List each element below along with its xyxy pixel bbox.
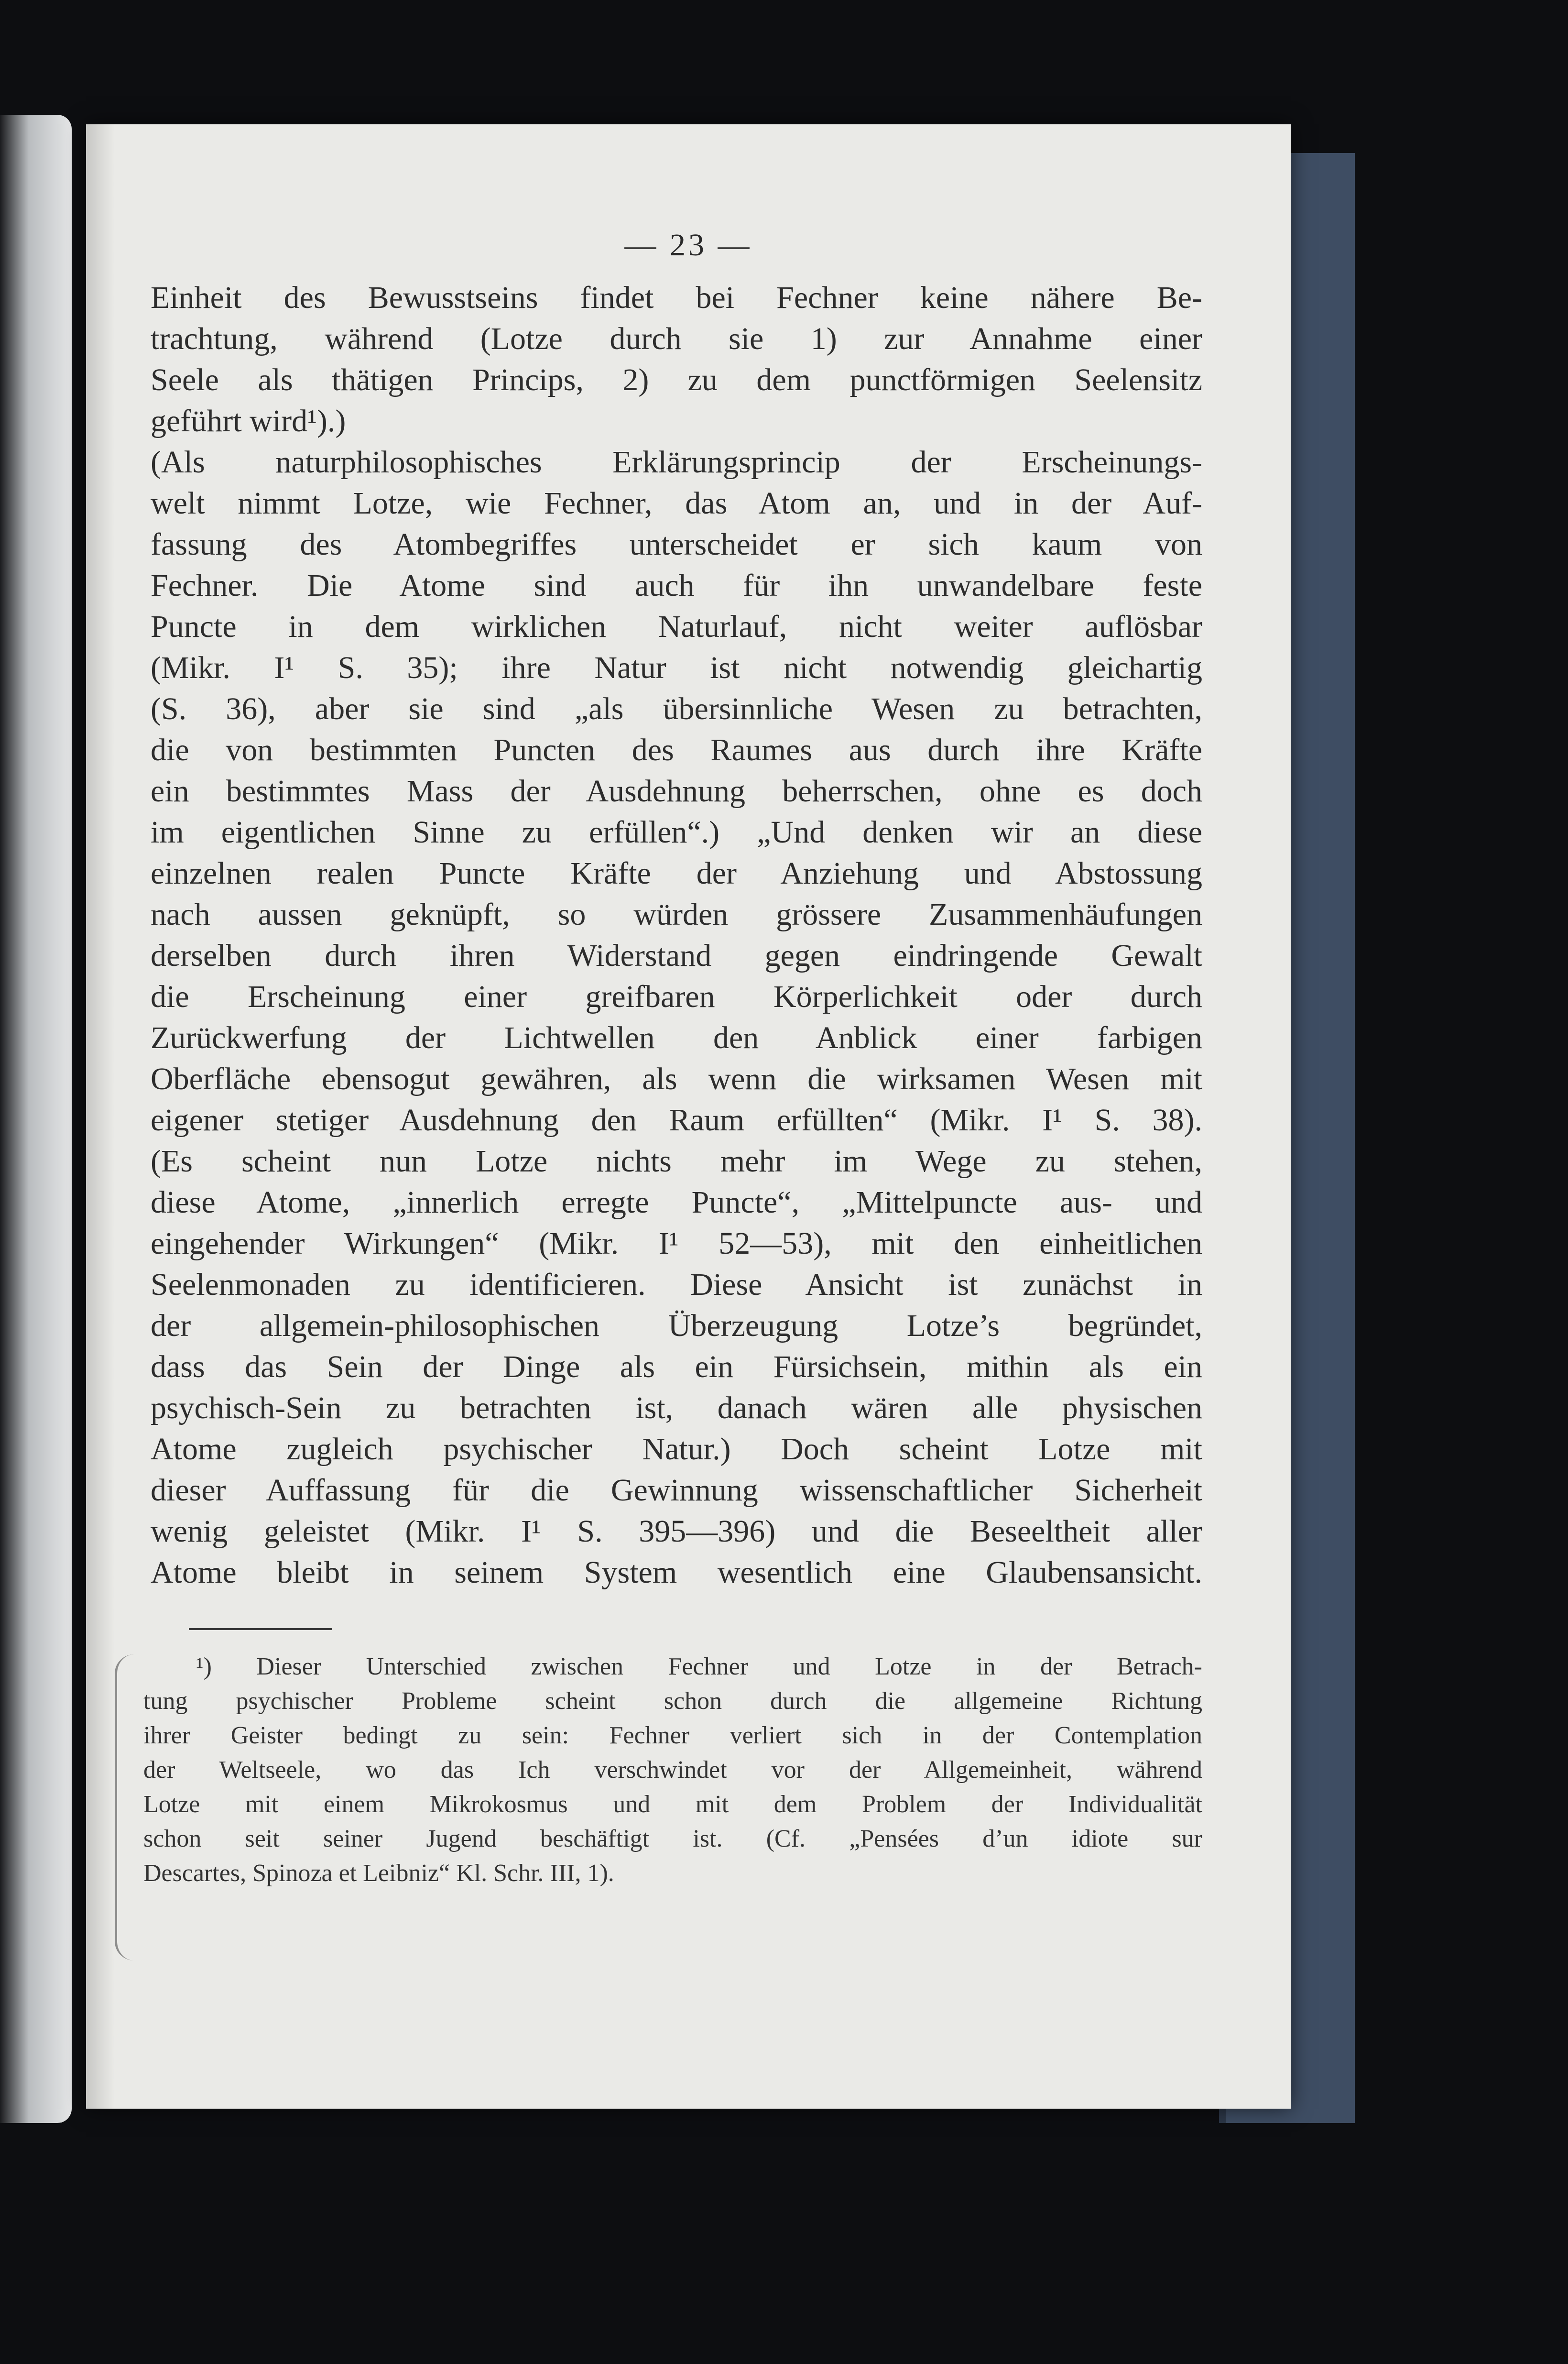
- body-line: dass das Sein der Dinge als ein Fürsichsein, mithin als ein: [151, 1349, 1202, 1384]
- footnote-rule: [189, 1628, 332, 1630]
- body-line: Atome bleibt in seinem System wesentlich eine Glaubensansicht.: [151, 1555, 1202, 1590]
- body-line: der allgemein-philosophischen Überzeugung Lotze’s begründet,: [151, 1308, 1202, 1343]
- body-line: Seele als thätigen Princips, 2) zu dem punctförmigen Seelensitz: [151, 362, 1202, 397]
- body-line: Fechner. Die Atome sind auch für ihn unwandelbare feste: [151, 568, 1202, 603]
- body-line: nach aussen geknüpft, so würden grössere Zusammenhäufungen: [151, 897, 1202, 932]
- body-line: (S. 36), aber sie sind „als übersinnliche Wesen zu betrachten,: [151, 691, 1202, 726]
- body-line: (Es scheint nun Lotze nichts mehr im Wege zu stehen,: [151, 1144, 1202, 1179]
- footnote-line: ¹) Dieser Unterschied zwischen Fechner und Lotze in der Betrach-: [196, 1653, 1202, 1680]
- page-number: — 23 —: [624, 228, 752, 263]
- body-line: dieser Auffassung für die Gewinnung wissenschaftlicher Sicherheit: [151, 1473, 1202, 1508]
- body-line: Atome zugleich psychischer Natur.) Doch scheint Lotze mit: [151, 1432, 1202, 1467]
- body-line: im eigentlichen Sinne zu erfüllen“.) „Und denken wir an diese: [151, 815, 1202, 850]
- body-line: Seelenmonaden zu identificieren. Diese Ansicht ist zunächst in: [151, 1267, 1202, 1302]
- body-line: Einheit des Bewusstseins findet bei Fechner keine nähere Be-: [151, 280, 1202, 315]
- body-line: diese Atome, „innerlich erregte Puncte“, „Mittelpuncte aus- und: [151, 1185, 1202, 1220]
- book-page: [86, 124, 1291, 2109]
- body-line: Zurückwerfung der Lichtwellen den Anblick einer farbigen: [151, 1020, 1202, 1055]
- footnote-line: tung psychischer Probleme scheint schon durch die allgemeine Richtung: [143, 1687, 1202, 1715]
- body-line: die Erscheinung einer greifbaren Körperlichkeit oder durch: [151, 979, 1202, 1014]
- pencil-bracket-mark: [115, 1654, 136, 1960]
- footnote: [143, 1650, 1202, 1891]
- body-line: (Mikr. I¹ S. 35); ihre Natur ist nicht notwendig gleichartig: [151, 650, 1202, 685]
- body-text: [151, 277, 1202, 1593]
- footnote-line: Descartes, Spinoza et Leibniz“ Kl. Schr. III, 1).: [143, 1860, 614, 1887]
- facing-page-edge: [0, 115, 72, 2123]
- footnote-line: der Weltseele, wo das Ich verschwindet vor der Allgemeinheit, während: [143, 1756, 1202, 1784]
- body-line: Puncte in dem wirklichen Naturlauf, nicht weiter auflösbar: [151, 609, 1202, 644]
- body-line: (Als naturphilosophisches Erklärungsprincip der Erscheinungs-: [151, 445, 1202, 480]
- body-line: wenig geleistet (Mikr. I¹ S. 395—396) und die Beseeltheit aller: [151, 1514, 1202, 1549]
- body-line: derselben durch ihren Widerstand gegen eindringende Gewalt: [151, 938, 1202, 973]
- footnote-line: Lotze mit einem Mikrokosmus und mit dem Problem der Individualität: [143, 1791, 1202, 1818]
- footnote-line: schon seit seiner Jugend beschäftigt ist. (Cf. „Pensées d’un idiote sur: [143, 1825, 1202, 1852]
- body-line: die von bestimmten Puncten des Raumes aus durch ihre Kräfte: [151, 733, 1202, 767]
- body-line: ein bestimmtes Mass der Ausdehnung beherrschen, ohne es doch: [151, 774, 1202, 809]
- body-line: einzelnen realen Puncte Kräfte der Anziehung und Abstossung: [151, 856, 1202, 891]
- footnote-line: ihrer Geister bedingt zu sein: Fechner verliert sich in der Contemplation: [143, 1722, 1202, 1749]
- page-gutter-shadow: [86, 124, 115, 2109]
- body-line: geführt wird¹).): [151, 404, 346, 438]
- body-line: psychisch-Sein zu betrachten ist, danach wären alle physischen: [151, 1390, 1202, 1425]
- body-line: trachtung, während (Lotze durch sie 1) zur Annahme einer: [151, 321, 1202, 356]
- body-line: eingehender Wirkungen“ (Mikr. I¹ 52—53), mit den einheitlichen: [151, 1226, 1202, 1261]
- body-line: eigener stetiger Ausdehnung den Raum erfüllten“ (Mikr. I¹ S. 38).: [151, 1103, 1202, 1138]
- body-line: fassung des Atombegriffes unterscheidet er sich kaum von: [151, 527, 1202, 562]
- body-line: Oberfläche ebensogut gewähren, als wenn die wirksamen Wesen mit: [151, 1062, 1202, 1096]
- body-line: welt nimmt Lotze, wie Fechner, das Atom an, und in der Auf-: [151, 486, 1202, 521]
